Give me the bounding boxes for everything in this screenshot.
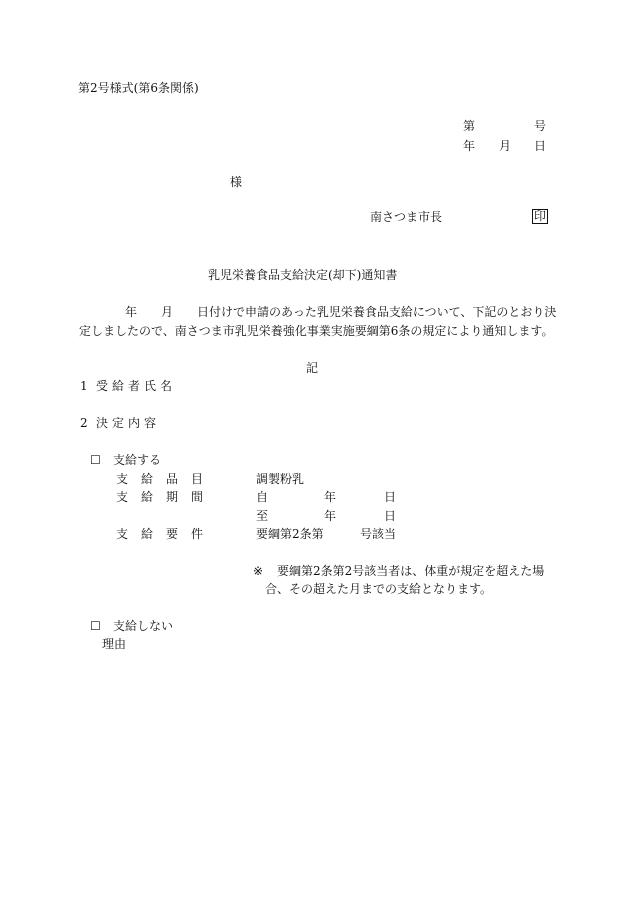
period-to-day: 日 bbox=[384, 509, 397, 523]
period-from: 自 bbox=[256, 490, 269, 504]
period-to: 至 bbox=[256, 509, 269, 523]
period-label: 支給期間 bbox=[116, 490, 217, 504]
period-from-year: 年 bbox=[324, 490, 337, 504]
doc-date-day: 日 bbox=[534, 139, 547, 153]
requirement-value-a: 要綱第2条第 bbox=[256, 527, 324, 541]
period-to-year: 年 bbox=[324, 509, 337, 523]
supply-label: 支給する bbox=[113, 453, 162, 467]
form-label: 第2号様式(第6条関係) bbox=[78, 81, 199, 95]
body-month: 月 bbox=[161, 305, 174, 319]
no-supply-label: 支給しない bbox=[113, 619, 174, 633]
requirement-label: 支給要件 bbox=[116, 527, 217, 541]
doc-number-suffix: 号 bbox=[534, 119, 547, 133]
product-label: 支給品目 bbox=[116, 472, 217, 486]
doc-number-prefix: 第 bbox=[463, 119, 476, 133]
supply-checkbox[interactable]: ☐ bbox=[90, 453, 101, 467]
requirement-value-b: 号該当 bbox=[360, 527, 397, 541]
note-line2: 合、その超えた月までの支給となります。 bbox=[265, 582, 493, 596]
document-title: 乳児栄養食品支給決定(却下)通知書 bbox=[208, 268, 398, 282]
note-mark: ※ bbox=[253, 564, 264, 578]
body-year: 年 bbox=[125, 305, 138, 319]
seal-stamp: 印 bbox=[534, 209, 547, 223]
product-value: 調製粉乳 bbox=[256, 472, 305, 486]
note-line1: 要綱第2条第2号該当者は、体重が規定を超えた場 bbox=[277, 564, 545, 578]
doc-date-year: 年 bbox=[463, 139, 476, 153]
ki-heading: 記 bbox=[306, 361, 319, 375]
period-from-day: 日 bbox=[384, 490, 397, 504]
seal-box bbox=[532, 209, 548, 224]
issuer-name: 南さつま市長 bbox=[370, 210, 443, 224]
body-line2-text: 定しましたので、南さつま市乳児栄養強化事業実施要綱第6条の規定により通知します。 bbox=[79, 324, 554, 338]
item2-label: 決定内容 bbox=[96, 416, 161, 430]
item1-label: 受給者氏名 bbox=[96, 379, 177, 393]
recipient-honorific: 様 bbox=[230, 175, 243, 189]
body-line1-text: 日付けで申請のあった乳児栄養食品支給について、下記のとおり決 bbox=[197, 305, 557, 319]
item2-number: 2 bbox=[80, 416, 88, 430]
reason-label: 理由 bbox=[102, 637, 127, 651]
doc-date-month: 月 bbox=[499, 139, 512, 153]
no-supply-checkbox[interactable]: ☐ bbox=[90, 619, 101, 633]
item1-number: 1 bbox=[80, 379, 88, 393]
